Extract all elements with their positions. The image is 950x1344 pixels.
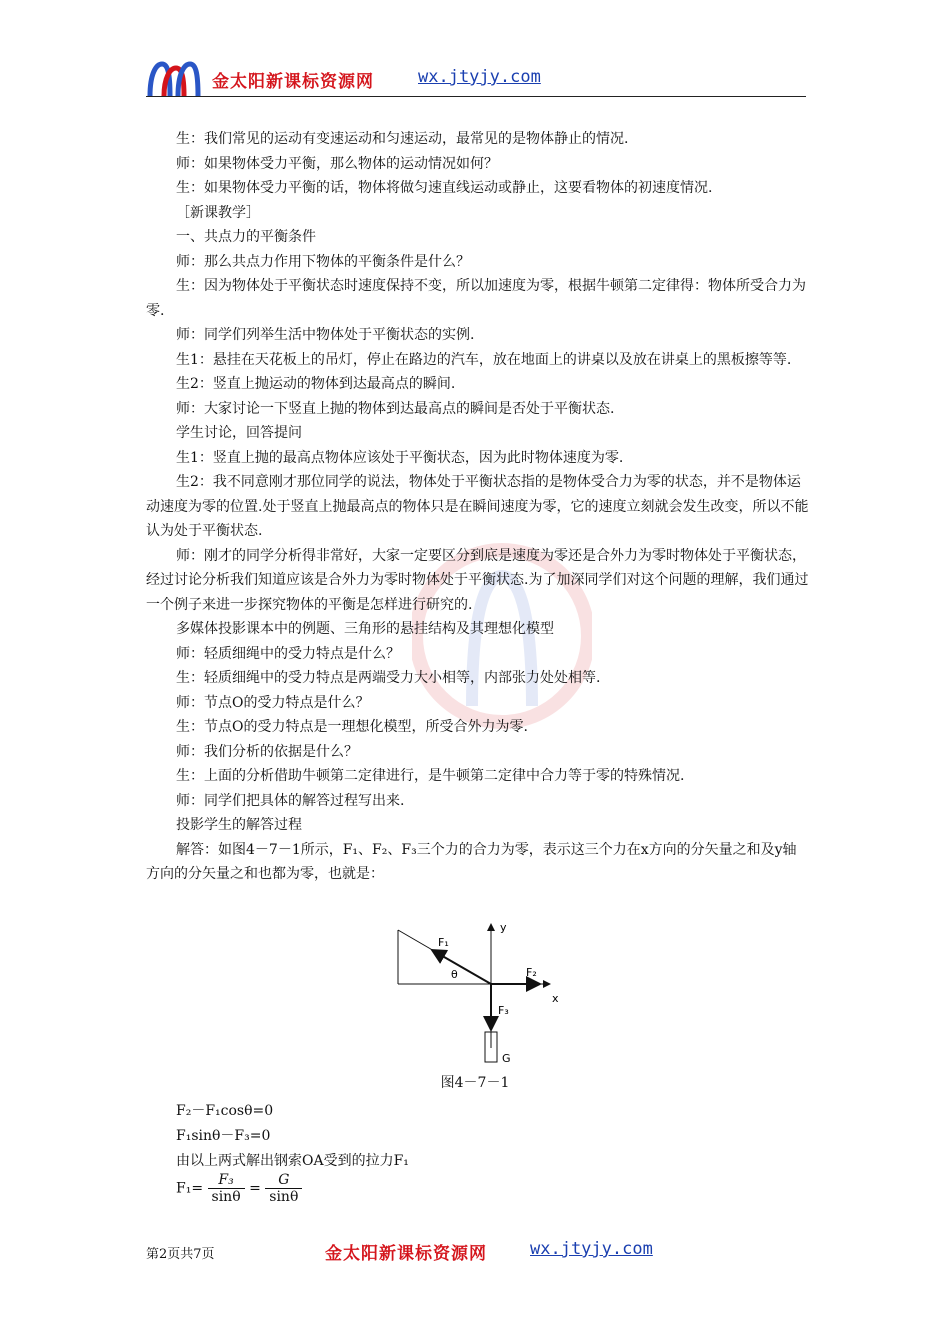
paragraph: 学生讨论，回答提问 bbox=[176, 425, 302, 441]
paragraph: 师：那么共点力作用下物体的平衡条件是什么？ bbox=[176, 253, 470, 270]
label-theta: θ bbox=[451, 968, 458, 981]
fraction-2-numerator: G bbox=[265, 1172, 302, 1189]
label-f3: F₃ bbox=[498, 1004, 509, 1017]
paragraph: 生：如果物体受力平衡的话，物体将做匀速直线运动或静止，这要看物体的初速度情况. bbox=[176, 180, 713, 196]
header-url-link[interactable]: wx.jtyjy.com bbox=[418, 67, 541, 87]
eq4-equals: = bbox=[249, 1180, 261, 1197]
paragraph: 师：节点O的受力特点是什么？ bbox=[176, 694, 370, 711]
f1-arrow bbox=[432, 950, 491, 984]
paragraph: 生1：竖直上抛的最高点物体应该处于平衡状态，因为此时物体速度为零. bbox=[176, 449, 624, 466]
equation-3: 由以上两式解出钢索OA受到的拉力F₁ bbox=[176, 1153, 409, 1169]
label-f2: F₂ bbox=[526, 966, 537, 979]
footer-brand: 金太阳新课标资源网 bbox=[325, 1244, 487, 1264]
paragraph: 师：如果物体受力平衡，那么物体的运动情况如何？ bbox=[176, 155, 498, 172]
header-brand: 金太阳新课标资源网 bbox=[212, 72, 374, 92]
paragraph: 师：我们分析的依据是什么？ bbox=[176, 743, 358, 760]
paragraph: 生：节点O的受力特点是一理想化模型，所受合外力为零. bbox=[176, 719, 528, 735]
fraction-2-denominator: sinθ bbox=[269, 1189, 299, 1205]
paragraph: 生：我们常见的运动有变速运动和匀速运动，最常见的是物体静止的情况. bbox=[176, 131, 629, 147]
eq4-lhs: F₁= bbox=[176, 1180, 204, 1197]
fraction-2 bbox=[265, 1172, 302, 1205]
figure-caption: 图4－7－1 bbox=[440, 1075, 510, 1091]
label-x: x bbox=[552, 992, 559, 1005]
paragraph: 生：上面的分析借助牛顿第二定律进行，是牛顿第二定律中合力等于零的特殊情况. bbox=[176, 768, 685, 784]
label-f1: F₁ bbox=[438, 936, 449, 949]
paragraph: 多媒体投影课本中的例题、三角形的悬挂结构及其理想化模型 bbox=[176, 621, 554, 637]
force-diagram bbox=[388, 918, 578, 1068]
paragraph: 生1：悬挂在天花板上的吊灯，停止在路边的汽车，放在地面上的讲桌以及放在讲桌上的黑板擦等等. bbox=[176, 351, 792, 368]
paragraph: 师：刚才的同学分析得非常好，大家一定要区分到底是速度为零还是合外力为零时物体处于平衡状态，经过讨论分析我们知道应该是合外力为零时物体处于平衡状态.为了加深同学们对这个问题的理解，我们通过一个例子来进一步探究物体的平衡是怎样进行研究的. bbox=[146, 547, 809, 613]
page-number: 第2页共7页 bbox=[146, 1247, 215, 1262]
subsection-heading: 一、共点力的平衡条件 bbox=[176, 229, 316, 245]
equation-2: F₁sinθ－F₃=0 bbox=[176, 1128, 271, 1144]
fraction-1-numerator: F₃ bbox=[208, 1172, 245, 1189]
header-divider bbox=[146, 96, 806, 97]
paragraph: 师：大家讨论一下竖直上抛的物体到达最高点的瞬间是否处于平衡状态. bbox=[176, 400, 615, 417]
paragraph: 师：轻质细绳中的受力特点是什么？ bbox=[176, 645, 400, 662]
equation-1: F₂－F₁cosθ=0 bbox=[176, 1103, 274, 1119]
section-heading: ［新课教学］ bbox=[176, 204, 260, 221]
paragraph: 投影学生的解答过程 bbox=[176, 817, 302, 833]
footer-url-link[interactable]: wx.jtyjy.com bbox=[530, 1239, 653, 1259]
paragraph: 生：因为物体处于平衡状态时速度保持不变，所以加速度为零，根据牛顿第二定律得：物体所受合力为零. bbox=[146, 278, 806, 319]
fraction-1-denominator: sinθ bbox=[211, 1189, 241, 1205]
paragraph: 解答：如图4－7－1所示，F₁、F₂、F₃三个力的合力为零，表示这三个力在x方向的分矢量之和及y轴方向的分矢量之和也都为零，也就是： bbox=[146, 841, 797, 882]
document-body bbox=[146, 127, 810, 887]
page-header bbox=[146, 60, 806, 100]
label-y: y bbox=[500, 921, 507, 934]
paragraph: 生2：竖直上抛运动的物体到达最高点的瞬间. bbox=[176, 376, 456, 392]
sun-logo-icon bbox=[146, 60, 208, 100]
fraction-1 bbox=[208, 1172, 245, 1205]
paragraph: 师：同学们列举生活中物体处于平衡状态的实例. bbox=[176, 327, 475, 343]
paragraph: 生：轻质细绳中的受力特点是两端受力大小相等，内部张力处处相等. bbox=[176, 670, 601, 686]
paragraph: 生2：我不同意刚才那位同学的说法，物体处于平衡状态指的是物体受合力为零的状态，并不是物体运动速度为零的位置.处于竖直上抛最高点的物体只是在瞬间速度为零，它的速度立刻就会发生改变，所以不能认为处于平衡状态. bbox=[146, 474, 809, 539]
equation-4 bbox=[176, 1172, 302, 1205]
label-g: G bbox=[502, 1052, 511, 1065]
paragraph: 师：同学们把具体的解答过程写出来. bbox=[176, 792, 405, 809]
